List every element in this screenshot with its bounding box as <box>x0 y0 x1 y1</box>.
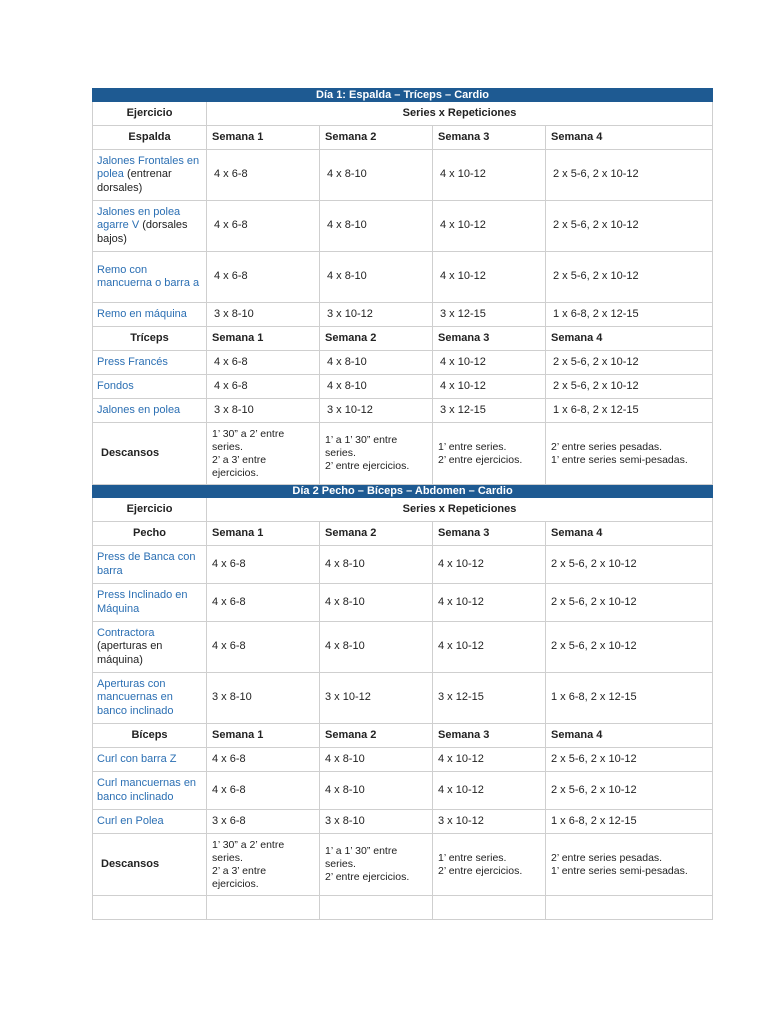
week-header: Semana 2 <box>320 327 433 351</box>
sets-reps-cell: 4 x 10-12 <box>433 252 546 303</box>
exercise-name <box>93 622 207 673</box>
sets-reps-cell: 1 x 6-8, 2 x 12-15 <box>546 303 713 327</box>
workout-document <box>92 88 712 920</box>
table-row <box>93 399 713 423</box>
exercise-link[interactable]: Fondos <box>97 379 134 392</box>
sets-reps-cell: 4 x 8-10 <box>320 584 433 622</box>
table-row <box>93 375 713 399</box>
sets-reps-cell: 4 x 6-8 <box>207 584 320 622</box>
rest-cell <box>207 834 320 896</box>
rest-cell <box>433 834 546 896</box>
week-header: Semana 3 <box>433 724 546 748</box>
week-header: Semana 2 <box>320 126 433 150</box>
week-header: Semana 1 <box>207 522 320 546</box>
rest-label: Descansos <box>93 834 207 896</box>
week-header: Semana 1 <box>207 724 320 748</box>
sets-reps-cell: 3 x 12-15 <box>433 303 546 327</box>
exercise-link[interactable]: Curl en Polea <box>97 814 164 827</box>
rest-line: 2’ a 3’ entre ejercicios. <box>212 453 267 479</box>
day1-title-row <box>93 89 713 102</box>
table-row <box>93 622 713 673</box>
sets-reps-cell: 4 x 6-8 <box>207 622 320 673</box>
exercise-name <box>93 303 207 327</box>
exercise-name <box>93 351 207 375</box>
week-header: Semana 4 <box>546 522 713 546</box>
week-header: Semana 3 <box>433 327 546 351</box>
rest-line: 2’ entre ejercicios. <box>438 864 523 877</box>
exercise-link[interactable]: Contractora <box>97 626 155 639</box>
rest-line: 1’ entre series semi-pesadas. <box>551 453 688 466</box>
section-header-row <box>93 522 713 546</box>
sets-reps-cell: 2 x 5-6, 2 x 10-12 <box>546 748 713 772</box>
empty-cell <box>546 896 713 920</box>
rest-cell <box>433 423 546 485</box>
exercise-name <box>93 252 207 303</box>
sets-reps-cell: 4 x 8-10 <box>320 748 433 772</box>
table-row <box>93 810 713 834</box>
sets-reps-cell: 2 x 5-6, 2 x 10-12 <box>546 772 713 810</box>
sets-reps-cell: 3 x 8-10 <box>320 810 433 834</box>
week-header: Semana 1 <box>207 327 320 351</box>
exercise-link[interactable]: Curl mancuernas en banco inclinado <box>97 777 197 803</box>
rest-line: 2’ entre ejercicios. <box>325 460 410 472</box>
rest-line: 1’ 30” a 2’ entre series. <box>212 427 285 453</box>
sets-reps-cell: 2 x 5-6, 2 x 10-12 <box>546 252 713 303</box>
exercise-name <box>93 375 207 399</box>
sets-reps-cell: 4 x 8-10 <box>320 252 433 303</box>
section-name: Espalda <box>93 126 207 150</box>
sets-reps-cell: 3 x 10-12 <box>320 673 433 724</box>
table-row <box>93 772 713 810</box>
section-name: Tríceps <box>93 327 207 351</box>
rest-line: 1’ a 1’ 30” entre series. <box>325 845 398 870</box>
sets-reps-cell: 4 x 6-8 <box>207 546 320 584</box>
section-header-row <box>93 724 713 748</box>
rest-line: 2’ a 3’ entre ejercicios. <box>212 864 267 890</box>
sets-reps-cell: 4 x 6-8 <box>207 375 320 399</box>
section-name: Pecho <box>93 522 207 546</box>
exercise-note: (aperturas en máquina) <box>97 640 163 666</box>
exercise-link[interactable]: Press de Banca con barra <box>97 551 196 577</box>
exercise-link[interactable]: Curl con barra Z <box>97 752 177 765</box>
week-header: Semana 3 <box>433 522 546 546</box>
rest-cell <box>320 423 433 485</box>
exercise-name <box>93 748 207 772</box>
sets-reps-cell: 1 x 6-8, 2 x 12-15 <box>546 673 713 724</box>
week-header: Semana 3 <box>433 126 546 150</box>
exercise-name <box>93 546 207 584</box>
table-row <box>93 150 713 201</box>
exercise-name <box>93 810 207 834</box>
empty-row <box>93 896 713 920</box>
sets-reps-cell: 4 x 6-8 <box>207 772 320 810</box>
sets-reps-cell: 4 x 8-10 <box>320 772 433 810</box>
sets-reps-cell: 3 x 10-12 <box>433 810 546 834</box>
exercise-link[interactable]: Jalones en polea agarre V <box>97 205 181 232</box>
sets-reps-cell: 2 x 5-6, 2 x 10-12 <box>546 351 713 375</box>
exercise-link[interactable]: Press Inclinado en Máquina <box>97 589 188 615</box>
sets-reps-cell: 4 x 8-10 <box>320 546 433 584</box>
rest-line: 1’ entre series. <box>438 851 507 864</box>
day1-header-row <box>93 102 713 126</box>
week-header: Semana 4 <box>546 724 713 748</box>
section-header-row <box>93 126 713 150</box>
exercise-name <box>93 150 207 201</box>
sets-reps-cell: 4 x 8-10 <box>320 351 433 375</box>
sets-reps-cell: 2 x 5-6, 2 x 10-12 <box>546 375 713 399</box>
exercise-name <box>93 673 207 724</box>
sets-reps-cell: 4 x 8-10 <box>320 375 433 399</box>
sets-reps-cell: 1 x 6-8, 2 x 12-15 <box>546 810 713 834</box>
sets-reps-cell: 4 x 10-12 <box>433 351 546 375</box>
day2-title-row <box>93 485 713 498</box>
sets-reps-cell: 4 x 10-12 <box>433 201 546 252</box>
day1-title: Día 1: Espalda – Tríceps – Cardio <box>93 89 713 102</box>
rest-line: 1’ 30” a 2’ entre series. <box>212 838 285 864</box>
sets-reps-cell: 3 x 12-15 <box>433 399 546 423</box>
exercise-link[interactable]: Remo con mancuerna o barra a <box>97 263 200 289</box>
exercise-link[interactable]: Aperturas con mancuernas en banco inclinado <box>97 677 174 717</box>
exercise-note: (entrenar dorsales) <box>97 168 172 194</box>
sets-reps-cell: 2 x 5-6, 2 x 10-12 <box>546 201 713 252</box>
rest-row <box>93 834 713 896</box>
table-row <box>93 303 713 327</box>
column-header-series: Series x Repeticiones <box>207 102 713 126</box>
week-header: Semana 4 <box>546 327 713 351</box>
sets-reps-cell: 1 x 6-8, 2 x 12-15 <box>546 399 713 423</box>
sets-reps-cell: 4 x 10-12 <box>433 546 546 584</box>
sets-reps-cell: 2 x 5-6, 2 x 10-12 <box>546 584 713 622</box>
exercise-name <box>93 772 207 810</box>
sets-reps-cell: 3 x 10-12 <box>320 399 433 423</box>
column-header-series: Series x Repeticiones <box>207 498 713 522</box>
sets-reps-cell: 4 x 8-10 <box>320 622 433 673</box>
table-row <box>93 252 713 303</box>
week-header: Semana 1 <box>207 126 320 150</box>
exercise-note: (dorsales bajos) <box>97 219 188 245</box>
rest-cell <box>546 423 713 485</box>
sets-reps-cell: 2 x 5-6, 2 x 10-12 <box>546 150 713 201</box>
rest-line: 1’ entre series. <box>438 440 507 453</box>
table-row <box>93 748 713 772</box>
sets-reps-cell: 4 x 8-10 <box>320 201 433 252</box>
exercise-link[interactable]: Jalones en polea <box>97 403 181 416</box>
rest-line: 2’ entre ejercicios. <box>325 871 410 883</box>
sets-reps-cell: 2 x 5-6, 2 x 10-12 <box>546 622 713 673</box>
week-header: Semana 4 <box>546 126 713 150</box>
sets-reps-cell: 3 x 8-10 <box>207 399 320 423</box>
column-header-ejercicio: Ejercicio <box>93 498 207 522</box>
rest-line: 2’ entre ejercicios. <box>438 453 523 466</box>
table-row <box>93 584 713 622</box>
sets-reps-cell: 3 x 10-12 <box>320 303 433 327</box>
empty-cell <box>207 896 320 920</box>
table-row <box>93 201 713 252</box>
week-header: Semana 2 <box>320 522 433 546</box>
workout-table <box>92 88 713 920</box>
rest-line: 2’ entre series pesadas. <box>551 440 663 453</box>
sets-reps-cell: 4 x 10-12 <box>433 375 546 399</box>
sets-reps-cell: 4 x 8-10 <box>320 150 433 201</box>
rest-line: 2’ entre series pesadas. <box>551 851 663 864</box>
sets-reps-cell: 4 x 6-8 <box>207 748 320 772</box>
table-row <box>93 546 713 584</box>
exercise-name <box>93 584 207 622</box>
sets-reps-cell: 4 x 10-12 <box>433 622 546 673</box>
exercise-name <box>93 201 207 252</box>
sets-reps-cell: 4 x 6-8 <box>207 201 320 252</box>
sets-reps-cell: 2 x 5-6, 2 x 10-12 <box>546 546 713 584</box>
exercise-link[interactable]: Press Francés <box>97 355 168 368</box>
sets-reps-cell: 4 x 10-12 <box>433 584 546 622</box>
section-name: Bíceps <box>93 724 207 748</box>
sets-reps-cell: 4 x 6-8 <box>207 252 320 303</box>
rest-row <box>93 423 713 485</box>
column-header-ejercicio: Ejercicio <box>93 102 207 126</box>
sets-reps-cell: 3 x 8-10 <box>207 673 320 724</box>
sets-reps-cell: 4 x 10-12 <box>433 748 546 772</box>
day2-title: Día 2 Pecho – Bíceps – Abdomen – Cardio <box>93 485 713 498</box>
sets-reps-cell: 4 x 10-12 <box>433 150 546 201</box>
sets-reps-cell: 4 x 10-12 <box>433 772 546 810</box>
table-row <box>93 673 713 724</box>
rest-cell <box>320 834 433 896</box>
sets-reps-cell: 3 x 8-10 <box>207 303 320 327</box>
exercise-link[interactable]: Remo en máquina <box>97 307 187 320</box>
section-header-row <box>93 327 713 351</box>
rest-line: 1’ entre series semi-pesadas. <box>551 864 688 877</box>
empty-cell <box>320 896 433 920</box>
table-row <box>93 351 713 375</box>
rest-label: Descansos <box>93 423 207 485</box>
exercise-name <box>93 399 207 423</box>
rest-line: 1’ a 1’ 30” entre series. <box>325 434 398 459</box>
sets-reps-cell: 3 x 12-15 <box>433 673 546 724</box>
sets-reps-cell: 3 x 6-8 <box>207 810 320 834</box>
sets-reps-cell: 4 x 6-8 <box>207 351 320 375</box>
day2-header-row <box>93 498 713 522</box>
empty-cell <box>93 896 207 920</box>
sets-reps-cell: 4 x 6-8 <box>207 150 320 201</box>
empty-cell <box>433 896 546 920</box>
rest-cell <box>207 423 320 485</box>
exercise-link[interactable]: Jalones Frontales en polea <box>97 154 200 181</box>
rest-cell <box>546 834 713 896</box>
week-header: Semana 2 <box>320 724 433 748</box>
